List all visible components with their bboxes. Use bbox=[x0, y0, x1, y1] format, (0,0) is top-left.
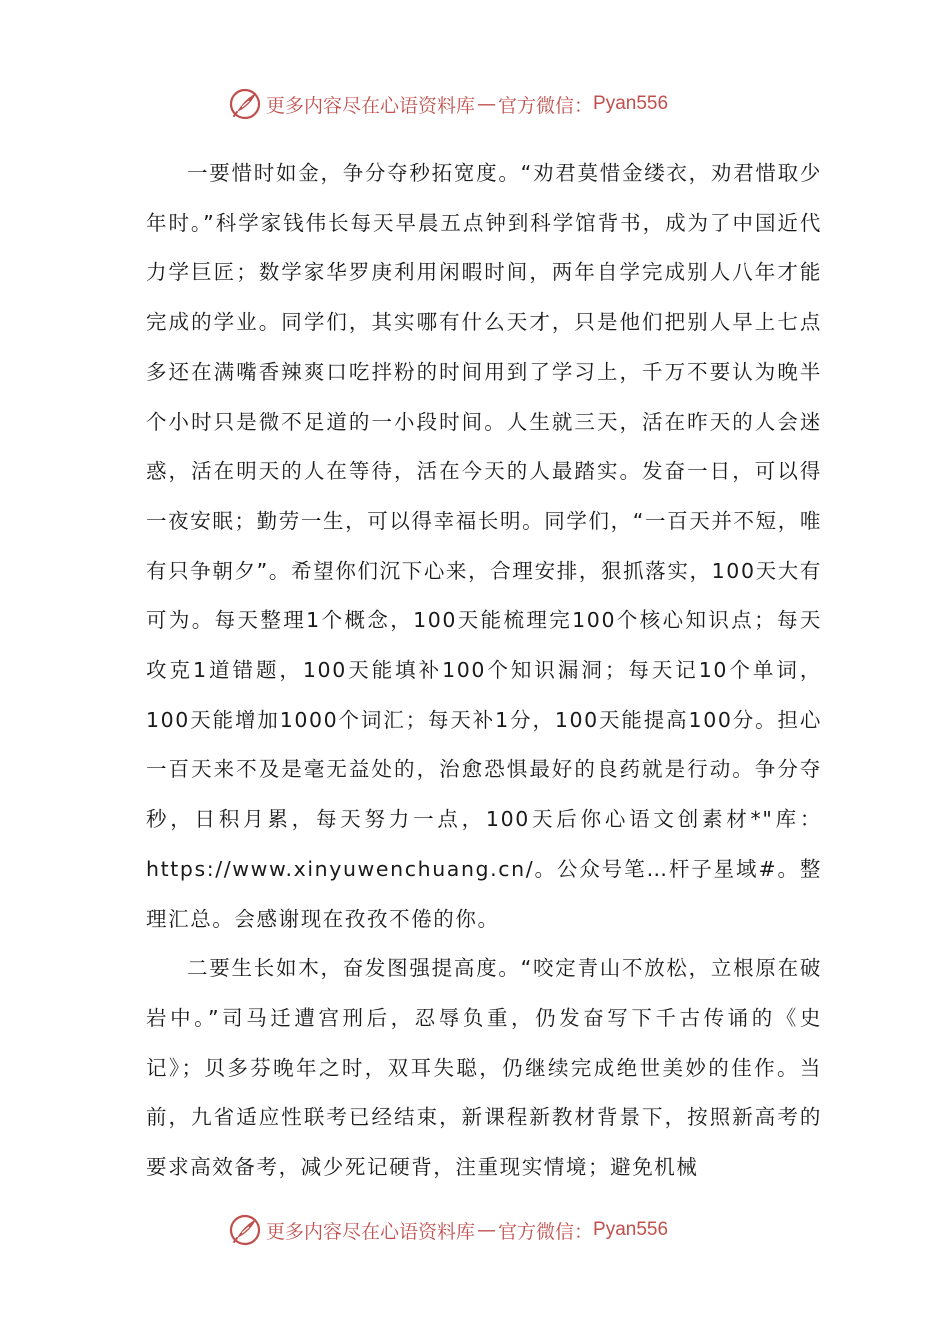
header-banner bbox=[228, 86, 668, 122]
footer-banner bbox=[228, 1212, 668, 1248]
banner-dash: — bbox=[477, 93, 497, 115]
document-body bbox=[146, 149, 822, 1193]
paragraph-1: 一要惜时如金，争分夺秒拓宽度。“劝君莫惜金缕衣，劝君惜取少年时。”科学家钱伟长每天早晨五点钟到科学馆背书，成为了中国近代力学巨匠；数学家华罗庚利用闲暇时间，两年自学完成别人八年才能完成的学业。同学们，其实哪有什么天才，只是他们把别人早上七点多还在满嘴香辣爽口吃拌粉的时间用到了学习上，千万不要认为晚半个小时只是微不足道的一小段时间。人生就三天，活在昨天的人会迷惑，活在明天的人在等待，活在今天的人最踏实。发奋一日，可以得一夜安眠；勤劳一生，可以得幸福长明。同学们，“一百天并不短，唯有只争朝夕”。希望你们沉下心来，合理安排，狠抓落实，100天大有可为。每天整理1个概念，100天能梳理完100个核心知识点；每天攻克1道错题，100天能填补100个知识漏洞；每天记10个单词，100天能增加1000个词汇；每天补1分，100天能提高100分。担心一百天来不及是毫无益处的，治愈恐惧最好的良药就是行动。争分夺秒，日积月累，每天努力一点，100天后你心语文创素材*"库：https://www.xinyuwenchuang.cn/。公众号笔…杆子星域#。整理汇总。会感谢现在孜孜不倦的你。 bbox=[146, 161, 822, 931]
banner-wechat-label: 官方微信： bbox=[498, 94, 594, 117]
quill-logo-icon bbox=[228, 1213, 262, 1247]
banner-title: 更多内容尽在心语资料库 bbox=[266, 94, 476, 117]
quill-logo-icon bbox=[228, 87, 262, 121]
banner-dash: — bbox=[477, 1219, 497, 1241]
banner-wechat-id: Pyan556 bbox=[593, 1219, 669, 1240]
banner-wechat-id: Pyan556 bbox=[593, 93, 669, 114]
paragraph-2: 二要生长如木，奋发图强提高度。“咬定青山不放松，立根原在破岩中。”司马迁遭宫刑后，忍辱负重，仍发奋写下千古传诵的《史记》；贝多芬晚年之时，双耳失聪，仍继续完成绝世美妙的佳作。当前，九省适应性联考已经结束，新课程新教材背景下，按照新高考的要求高效备考，减少死记硬背，注重现实情境；避免机械 bbox=[146, 956, 822, 1180]
banner-title: 更多内容尽在心语资料库 bbox=[266, 1220, 476, 1243]
banner-wechat-label: 官方微信： bbox=[498, 1220, 594, 1243]
